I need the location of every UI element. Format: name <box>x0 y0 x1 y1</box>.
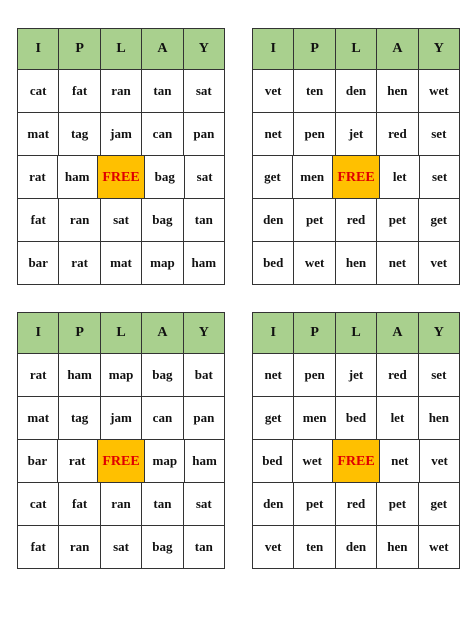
card-row <box>253 198 459 241</box>
word-cell: pen <box>294 353 335 396</box>
word-cell: pet <box>377 198 418 241</box>
card-row <box>18 396 224 439</box>
word-cell: den <box>253 482 294 525</box>
word-cell: net <box>377 241 418 284</box>
header-cell: L <box>336 313 377 353</box>
word-cell: let <box>380 155 420 198</box>
word-cell: mat <box>18 112 59 155</box>
word-cell: ham <box>185 439 224 482</box>
card-row <box>253 525 459 568</box>
header-cell: A <box>377 29 418 69</box>
word-cell: pan <box>184 396 224 439</box>
word-cell: net <box>253 353 294 396</box>
word-cell: bed <box>253 439 293 482</box>
word-cell: red <box>336 198 377 241</box>
word-cell: cat <box>18 482 59 525</box>
word-cell: set <box>419 353 459 396</box>
word-cell: bag <box>142 353 183 396</box>
word-cell: sat <box>101 525 142 568</box>
word-cell: hen <box>377 69 418 112</box>
word-cell: let <box>377 396 418 439</box>
header-cell: A <box>142 313 183 353</box>
word-cell: vet <box>253 69 294 112</box>
word-cell: sat <box>185 155 224 198</box>
card-row <box>18 525 224 568</box>
bingo-card-4 <box>252 312 460 569</box>
card-header-row <box>18 313 224 353</box>
card-row <box>18 439 224 482</box>
word-cell: pet <box>377 482 418 525</box>
word-cell: map <box>145 439 185 482</box>
card-row <box>253 155 459 198</box>
free-space-cell: FREE <box>98 439 146 482</box>
word-cell: men <box>293 155 333 198</box>
word-cell: pan <box>184 112 224 155</box>
card-row <box>18 198 224 241</box>
header-cell: A <box>377 313 418 353</box>
header-cell: L <box>101 313 142 353</box>
word-cell: hen <box>419 396 459 439</box>
card-header-row <box>253 313 459 353</box>
header-cell: P <box>294 29 335 69</box>
word-cell: red <box>377 112 418 155</box>
word-cell: pen <box>294 112 335 155</box>
word-cell: fat <box>59 69 100 112</box>
word-cell: jam <box>101 112 142 155</box>
word-cell: tan <box>184 525 224 568</box>
word-cell: den <box>336 69 377 112</box>
card-row <box>18 112 224 155</box>
word-cell: wet <box>419 525 459 568</box>
word-cell: ran <box>101 69 142 112</box>
bingo-card-1 <box>17 28 225 285</box>
word-cell: rat <box>58 439 98 482</box>
word-cell: ran <box>59 198 100 241</box>
word-cell: sat <box>184 482 224 525</box>
header-cell: L <box>101 29 142 69</box>
word-cell: mat <box>101 241 142 284</box>
word-cell: vet <box>253 525 294 568</box>
header-cell: A <box>142 29 183 69</box>
word-cell: jam <box>101 396 142 439</box>
free-space-cell: FREE <box>333 439 381 482</box>
word-cell: net <box>380 439 420 482</box>
word-cell: set <box>419 112 459 155</box>
word-cell: ham <box>59 353 100 396</box>
word-cell: can <box>142 396 183 439</box>
word-cell: tan <box>184 198 224 241</box>
word-cell: jet <box>336 112 377 155</box>
word-cell: fat <box>18 525 59 568</box>
header-cell: P <box>59 313 100 353</box>
word-cell: tan <box>142 482 183 525</box>
card-row <box>253 112 459 155</box>
word-cell: bar <box>18 241 59 284</box>
card-row <box>253 353 459 396</box>
header-cell: L <box>336 29 377 69</box>
word-cell: map <box>142 241 183 284</box>
word-cell: tag <box>59 112 100 155</box>
word-cell: bat <box>184 353 224 396</box>
word-cell: fat <box>59 482 100 525</box>
word-cell: get <box>419 482 459 525</box>
header-cell: I <box>253 29 294 69</box>
word-cell: hen <box>377 525 418 568</box>
word-cell: bed <box>253 241 294 284</box>
header-cell: I <box>18 29 59 69</box>
free-space-cell: FREE <box>333 155 381 198</box>
word-cell: cat <box>18 69 59 112</box>
word-cell: rat <box>18 155 58 198</box>
word-cell: sat <box>101 198 142 241</box>
word-cell: sat <box>184 69 224 112</box>
word-cell: ten <box>294 69 335 112</box>
header-cell: I <box>253 313 294 353</box>
word-cell: can <box>142 112 183 155</box>
word-cell: red <box>336 482 377 525</box>
bingo-card-3 <box>17 312 225 569</box>
word-cell: den <box>336 525 377 568</box>
word-cell: bag <box>145 155 185 198</box>
header-cell: Y <box>198 41 209 56</box>
card-header-row <box>18 29 224 69</box>
word-cell: wet <box>293 439 333 482</box>
card-row <box>18 241 224 284</box>
word-cell: get <box>253 155 293 198</box>
word-cell: mat <box>18 396 59 439</box>
word-cell: den <box>253 198 294 241</box>
bingo-card-2 <box>252 28 460 285</box>
word-cell: tag <box>59 396 100 439</box>
word-cell: get <box>419 198 459 241</box>
word-cell: men <box>294 396 335 439</box>
word-cell: pet <box>294 198 335 241</box>
word-cell: vet <box>420 439 459 482</box>
word-cell: rat <box>59 241 100 284</box>
card-row <box>18 482 224 525</box>
word-cell: hen <box>336 241 377 284</box>
header-cell: P <box>294 313 335 353</box>
word-cell: bar <box>18 439 58 482</box>
word-cell: pet <box>294 482 335 525</box>
word-cell: get <box>253 396 294 439</box>
word-cell: wet <box>419 69 459 112</box>
card-row <box>18 353 224 396</box>
header-cell: Y <box>198 325 209 340</box>
header-cell: Y <box>433 41 444 56</box>
word-cell: jet <box>336 353 377 396</box>
word-cell: ham <box>184 241 224 284</box>
card-row <box>18 155 224 198</box>
word-cell: ham <box>58 155 98 198</box>
card-row <box>253 439 459 482</box>
word-cell: fat <box>18 198 59 241</box>
word-cell: bed <box>336 396 377 439</box>
word-cell: bag <box>142 198 183 241</box>
header-cell: I <box>18 313 59 353</box>
word-cell: tan <box>142 69 183 112</box>
card-header-row <box>253 29 459 69</box>
word-cell: wet <box>294 241 335 284</box>
word-cell: map <box>101 353 142 396</box>
card-row <box>253 482 459 525</box>
word-cell: vet <box>419 241 459 284</box>
word-cell: net <box>253 112 294 155</box>
card-row <box>18 69 224 112</box>
word-cell: set <box>420 155 459 198</box>
free-space-cell: FREE <box>98 155 146 198</box>
card-row <box>253 396 459 439</box>
word-cell: ran <box>101 482 142 525</box>
word-cell: bag <box>142 525 183 568</box>
word-cell: ran <box>59 525 100 568</box>
card-row <box>253 69 459 112</box>
word-cell: red <box>377 353 418 396</box>
word-cell: ten <box>294 525 335 568</box>
header-cell: P <box>59 29 100 69</box>
header-cell: Y <box>433 325 444 340</box>
word-cell: rat <box>18 353 59 396</box>
card-row <box>253 241 459 284</box>
